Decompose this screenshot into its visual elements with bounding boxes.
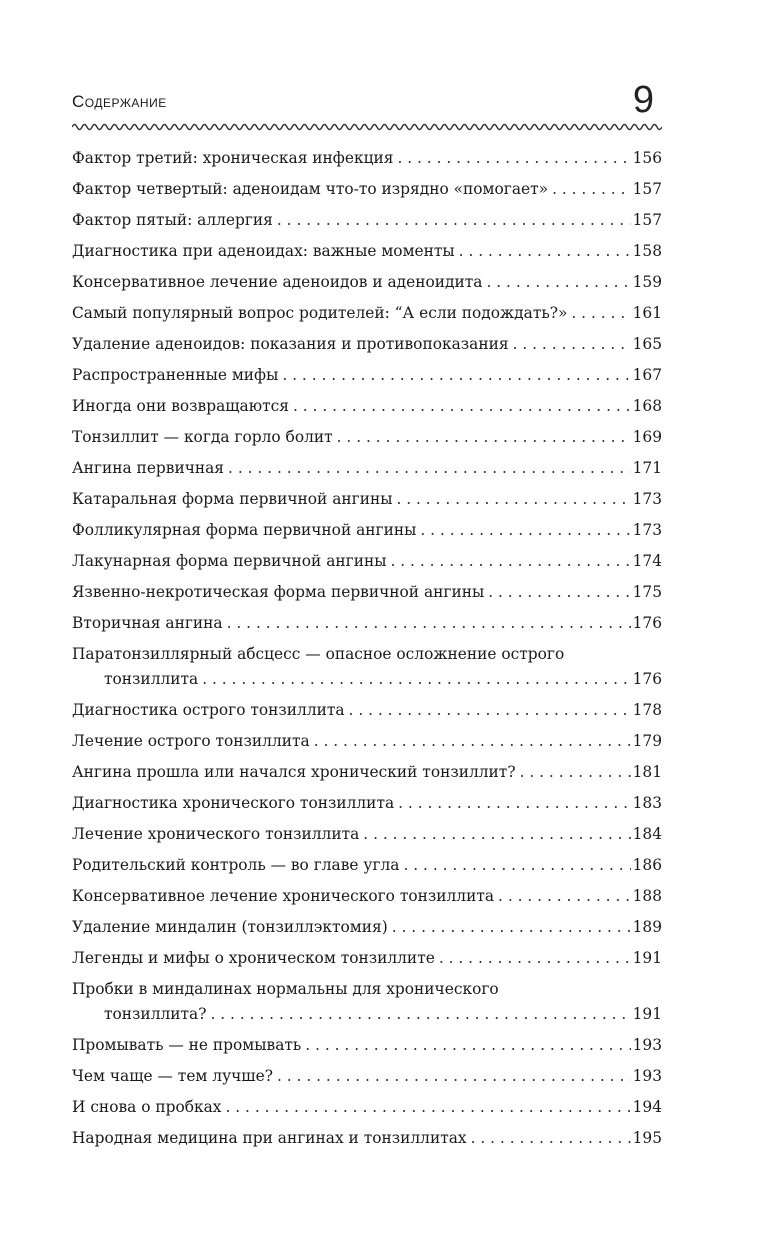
toc-entry-title: Катаральная форма первичной ангины [72, 490, 393, 508]
toc-entry [72, 788, 662, 819]
toc-entry-title: Лечение острого тонзиллита [72, 732, 310, 750]
toc-entry-line [72, 912, 662, 943]
dot-leader [277, 205, 631, 236]
dot-leader [552, 174, 631, 205]
toc-entry-title: Ангина первичная [72, 459, 225, 477]
toc-entry [72, 546, 662, 577]
toc-entry-title: Лечение хронического тонзиллита [72, 825, 360, 843]
dot-leader [420, 515, 630, 546]
toc-entry [72, 819, 662, 850]
running-title: Содержание [72, 92, 167, 111]
toc-entry-page: 159 [632, 273, 662, 291]
toc-entry [72, 726, 662, 757]
toc-entry-title: Лакунарная форма первичной ангины [72, 552, 387, 570]
toc-entry-page: 186 [632, 856, 662, 874]
toc-entry-title: Вторичная ангина [72, 614, 223, 632]
toc-entry-line [72, 850, 662, 881]
toc-entry-line [72, 205, 662, 236]
dot-leader [337, 422, 631, 453]
toc-entry-line [72, 143, 662, 174]
toc-entry-title: Промывать — не промывать [72, 1036, 302, 1054]
toc-entry-line [72, 298, 662, 329]
toc-entry-line [72, 788, 662, 819]
toc-entry [72, 974, 662, 1030]
dot-leader [396, 484, 630, 515]
toc-entry-line [72, 515, 662, 546]
toc-entry [72, 298, 662, 329]
toc-entry [72, 850, 662, 881]
dot-leader [390, 546, 630, 577]
toc-entry-line [72, 174, 662, 205]
toc-entry-line [72, 422, 662, 453]
toc-entry-title: Фактор четвертый: аденоидам что-то изрядно «помогает» [72, 180, 549, 198]
dot-leader [277, 1061, 631, 1092]
toc-entry [72, 205, 662, 236]
toc-entry-title: Диагностика хронического тонзиллита [72, 794, 395, 812]
toc-entry-page: 169 [632, 428, 662, 446]
toc-entry [72, 236, 662, 267]
dot-leader [282, 360, 630, 391]
toc-entry-page: 168 [632, 397, 662, 415]
dot-leader [459, 236, 631, 267]
toc-entry [72, 1092, 662, 1123]
toc-entry-line [72, 1002, 662, 1030]
toc-entry [72, 143, 662, 174]
dot-leader [398, 788, 630, 819]
dot-leader [210, 1002, 630, 1027]
toc-entry-page: 183 [632, 794, 662, 812]
toc-entry-page: 167 [632, 366, 662, 384]
toc-entry-line [72, 819, 662, 850]
toc-entry-line [72, 391, 662, 422]
toc-entry-line [72, 484, 662, 515]
toc-entry-line [72, 943, 662, 974]
toc-entry-line [72, 608, 662, 639]
toc-entry-title: Легенды и мифы о хроническом тонзиллите [72, 949, 435, 967]
page-number: 9 [632, 79, 654, 121]
toc-entry [72, 881, 662, 912]
toc-entry-line [72, 695, 662, 726]
dot-leader [403, 850, 630, 881]
toc-entry [72, 608, 662, 639]
table-of-contents [72, 143, 662, 1154]
toc-entry-line [72, 453, 662, 484]
toc-entry-title: Диагностика острого тонзиллита [72, 701, 345, 719]
toc-entry-page: 173 [632, 521, 662, 539]
dot-leader [225, 1092, 630, 1123]
toc-entry-page: 194 [632, 1098, 662, 1116]
toc-entry-line [72, 1092, 662, 1123]
toc-entry-title-continuation: тонзиллита? [104, 1005, 207, 1023]
toc-entry [72, 267, 662, 298]
toc-entry-page: 184 [632, 825, 662, 843]
dot-leader [439, 943, 631, 974]
toc-entry-page: 191 [632, 949, 662, 967]
toc-entry-line [72, 1030, 662, 1061]
wavy-divider [72, 120, 662, 134]
toc-entry-title: Удаление миндалин (тонзиллэктомия) [72, 918, 388, 936]
toc-entry [72, 757, 662, 788]
toc-entry-title: Паратонзиллярный абсцесс — опасное осложнение острого [72, 645, 565, 663]
dot-leader [349, 695, 631, 726]
dot-leader [293, 391, 631, 422]
toc-entry [72, 391, 662, 422]
toc-entry-page: 189 [632, 918, 662, 936]
dot-leader [305, 1030, 630, 1061]
toc-entry-line [72, 329, 662, 360]
toc-entry-line [72, 546, 662, 577]
toc-entry-title: Фактор пятый: аллергия [72, 211, 273, 229]
toc-entry-page: 161 [632, 304, 662, 322]
toc-entry [72, 422, 662, 453]
toc-entry [72, 1061, 662, 1092]
dot-leader [488, 577, 630, 608]
toc-entry-title: Язвенно-некротическая форма первичной ангины [72, 583, 485, 601]
dot-leader [392, 912, 631, 943]
toc-entry [72, 943, 662, 974]
toc-entry-page: 175 [632, 583, 662, 601]
toc-entry-page: 188 [632, 887, 662, 905]
toc-entry [72, 329, 662, 360]
toc-entry-title: Распространенные мифы [72, 366, 279, 384]
toc-entry [72, 1123, 662, 1154]
toc-entry-title: Консервативное лечение хронического тонзиллита [72, 887, 495, 905]
toc-entry [72, 912, 662, 943]
dot-leader [471, 1123, 631, 1154]
toc-entry-line [72, 1123, 662, 1154]
toc-entry-title: Диагностика при аденоидах: важные моменты [72, 242, 455, 260]
dot-leader [520, 757, 631, 788]
toc-entry-title: Фолликулярная форма первичной ангины [72, 521, 417, 539]
toc-entry-title: Фактор третий: хроническая инфекция [72, 149, 394, 167]
toc-entry-page: 191 [632, 1005, 662, 1023]
toc-entry-page: 181 [632, 763, 662, 781]
toc-entry-title: Тонзиллит — когда горло болит [72, 428, 333, 446]
toc-entry-page: 173 [632, 490, 662, 508]
toc-entry-title: Чем чаще — тем лучше? [72, 1067, 273, 1085]
toc-entry [72, 360, 662, 391]
dot-leader [571, 298, 630, 329]
toc-entry-line [72, 667, 662, 695]
toc-entry [72, 453, 662, 484]
toc-entry-line [72, 757, 662, 788]
toc-entry-page: 171 [632, 459, 662, 477]
toc-entry-page: 179 [632, 732, 662, 750]
dot-leader [314, 726, 631, 757]
toc-entry-line [72, 881, 662, 912]
toc-entry-line [72, 1061, 662, 1092]
toc-entry-title-continuation: тонзиллита [104, 670, 199, 688]
toc-entry-title: И снова о пробках [72, 1098, 222, 1116]
toc-entry-title: Консервативное лечение аденоидов и аденоидита [72, 273, 483, 291]
toc-entry-title: Народная медицина при ангинах и тонзиллитах [72, 1129, 467, 1147]
toc-entry-title: Самый популярный вопрос родителей: “А если подождать?» [72, 304, 568, 322]
toc-entry [72, 577, 662, 608]
toc-entry-line [72, 726, 662, 757]
dot-leader [228, 453, 631, 484]
toc-entry-title: Пробки в миндалинах нормальны для хронического [72, 980, 499, 998]
toc-entry [72, 484, 662, 515]
toc-entry-title: Иногда они возвращаются [72, 397, 289, 415]
toc-entry-title: Удаление аденоидов: показания и противопоказания [72, 335, 509, 353]
toc-entry-page: 165 [632, 335, 662, 353]
toc-entry-line [72, 267, 662, 298]
toc-entry-line [72, 577, 662, 608]
toc-entry-page: 174 [632, 552, 662, 570]
toc-entry-page: 178 [632, 701, 662, 719]
dot-leader [486, 267, 630, 298]
toc-entry [72, 1030, 662, 1061]
dot-leader [513, 329, 631, 360]
dot-leader [397, 143, 630, 174]
toc-entry-page: 193 [632, 1036, 662, 1054]
toc-entry-page: 176 [632, 614, 662, 632]
dot-leader [363, 819, 630, 850]
toc-entry [72, 695, 662, 726]
toc-entry-page: 158 [632, 242, 662, 260]
toc-entry-page: 176 [632, 670, 662, 688]
toc-entry-title: Ангина прошла или начался хронический тонзиллит? [72, 763, 516, 781]
dot-leader [498, 881, 631, 912]
toc-entry [72, 174, 662, 205]
dot-leader [202, 667, 630, 692]
toc-entry-title: Родительский контроль — во главе угла [72, 856, 400, 874]
page-header [72, 78, 662, 134]
toc-entry [72, 639, 662, 695]
toc-entry [72, 515, 662, 546]
toc-entry-page: 157 [632, 180, 662, 198]
toc-entry-page: 157 [632, 211, 662, 229]
toc-entry-line [72, 360, 662, 391]
toc-entry-page: 195 [632, 1129, 662, 1147]
dot-leader [227, 608, 631, 639]
toc-entry-line [72, 236, 662, 267]
toc-entry-page: 156 [632, 149, 662, 167]
toc-entry-page: 193 [632, 1067, 662, 1085]
